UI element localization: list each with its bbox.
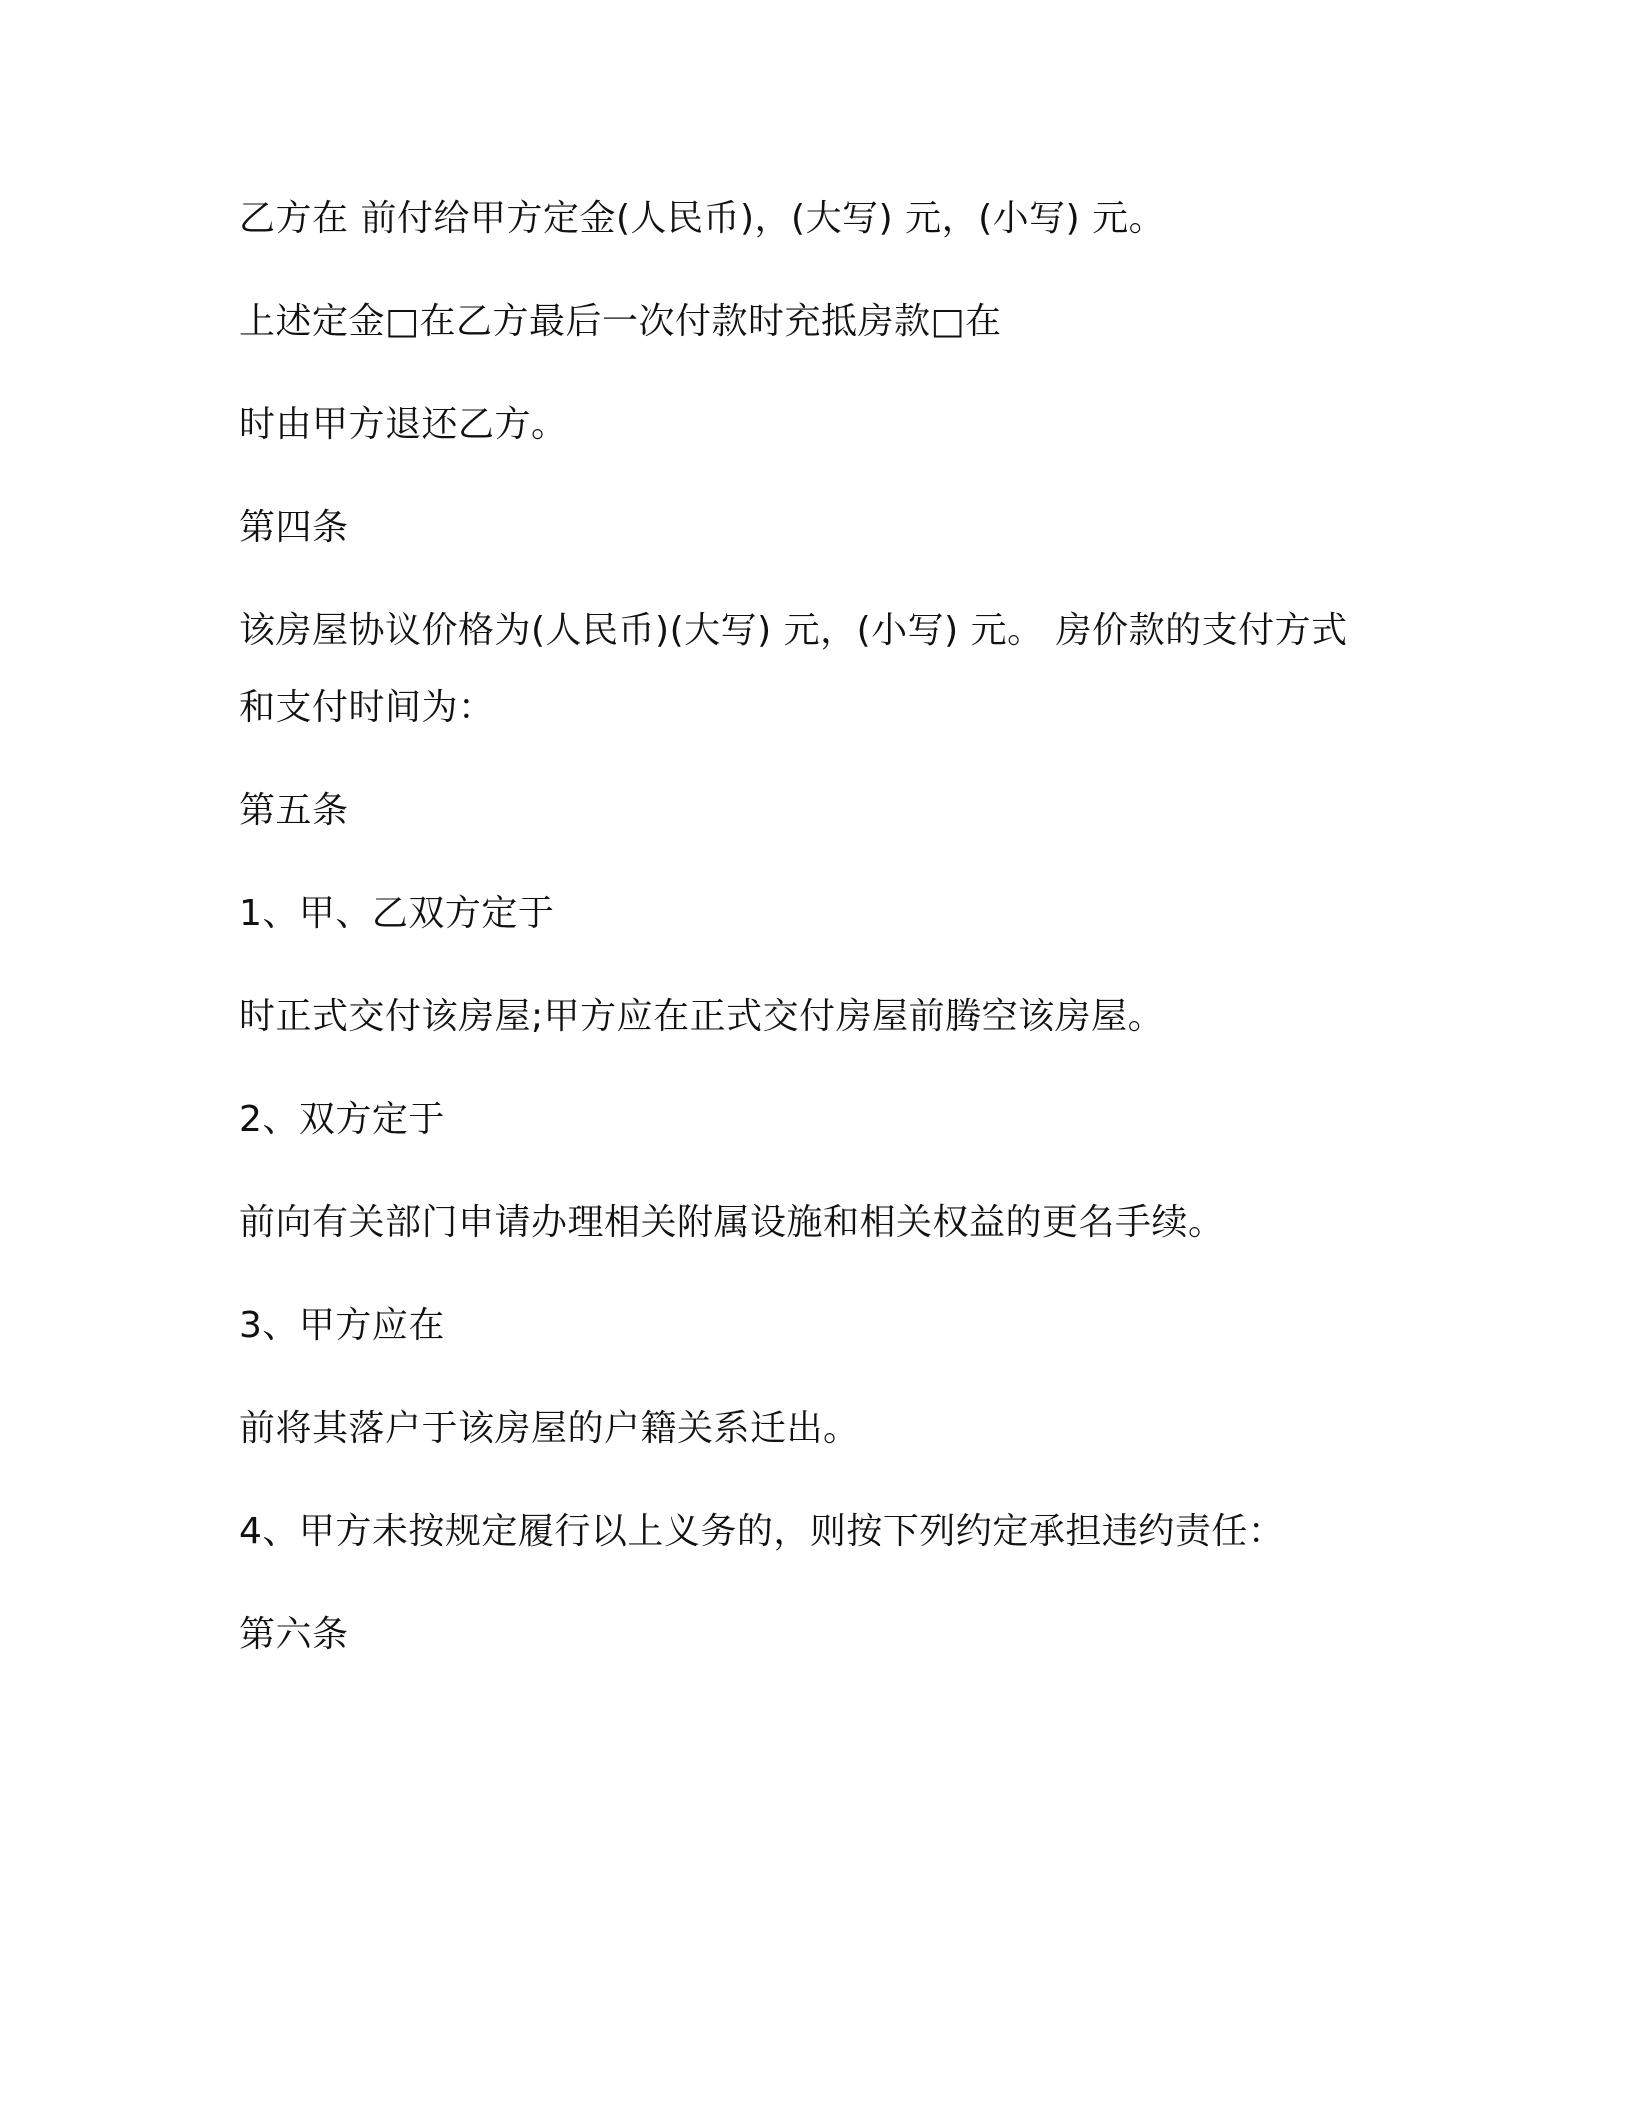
article-five-heading: 第五条 bbox=[239, 790, 349, 831]
delivery-vacate-clause: 时正式交付该房屋;甲方应在正式交付房屋前腾空该房屋。 bbox=[239, 996, 1165, 1037]
article-four-heading: 第四条 bbox=[239, 507, 349, 548]
rename-date-clause: 2、双方定于 bbox=[239, 1099, 445, 1140]
price-clause: 该房屋协议价格为(人民币)(大写) 元，(小写) 元。 房价款的支付方式 bbox=[239, 610, 1348, 651]
breach-liability-clause: 4、甲方未按规定履行以上义务的，则按下列约定承担违约责任： bbox=[239, 1511, 1285, 1552]
deposit-offset-clause: 上述定金□在乙方最后一次付款时充抵房款□在 bbox=[239, 301, 1002, 342]
article-six-heading: 第六条 bbox=[239, 1614, 349, 1655]
delivery-date-clause: 1、甲、乙双方定于 bbox=[239, 893, 555, 934]
payment-time-clause: 和支付时间为： bbox=[239, 687, 495, 728]
household-date-clause: 3、甲方应在 bbox=[239, 1305, 445, 1346]
rename-procedure-clause: 前向有关部门申请办理相关附属设施和相关权益的更名手续。 bbox=[239, 1202, 1225, 1243]
household-removal-clause: 前将其落户于该房屋的户籍关系迁出。 bbox=[239, 1408, 860, 1449]
deposit-clause: 乙方在 前付给甲方定金(人民币)，(大写) 元，(小写) 元。 bbox=[239, 198, 1166, 239]
deposit-refund-clause: 时由甲方退还乙方。 bbox=[239, 404, 568, 445]
